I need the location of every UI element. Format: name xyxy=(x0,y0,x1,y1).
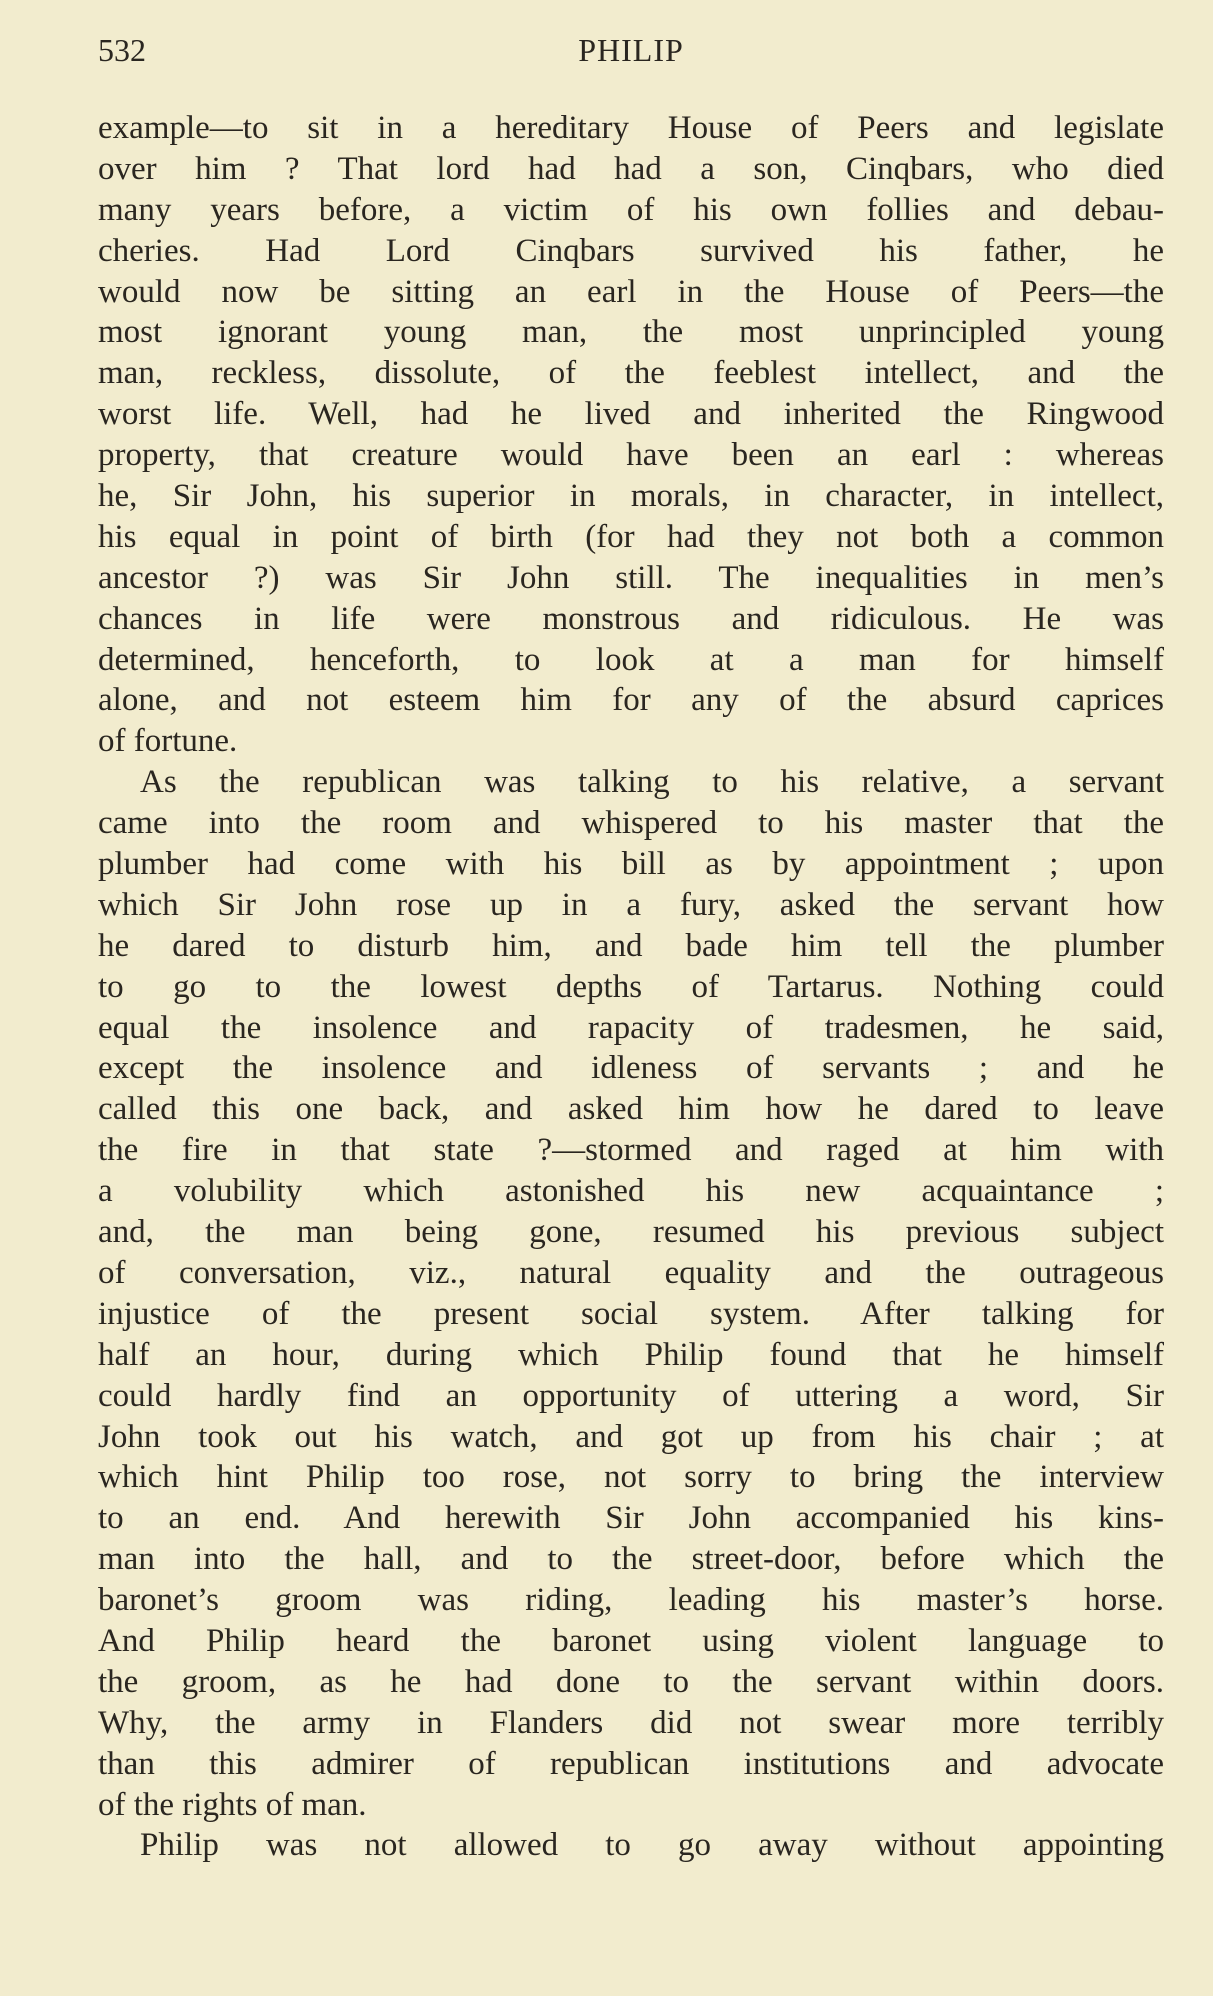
text-line: equal the insolence and rapacity of tradesmen, he said, xyxy=(98,1009,1164,1046)
text-line: came into the room and whispered to his master that the xyxy=(98,805,1164,842)
text-line: of conversation, viz., natural equality and the outrageous xyxy=(98,1254,1164,1291)
text-line: man, reckless, dissolute, of the feeblest intellect, and the xyxy=(98,355,1164,392)
running-head xyxy=(98,30,1164,70)
text-line: alone, and not esteem him for any of the absurd caprices xyxy=(98,682,1164,719)
running-title: PHILIP xyxy=(578,32,684,68)
text-line: the groom, as he had done to the servant within doors. xyxy=(98,1663,1164,1700)
text-line: property, that creature would have been an earl : whereas xyxy=(98,437,1164,474)
text-line: than this admirer of republican institutions and advocate xyxy=(98,1745,1164,1782)
text-line: Why, the army in Flanders did not swear more terribly xyxy=(98,1704,1164,1741)
text-line: his equal in point of birth (for had they not both a common xyxy=(98,518,1164,555)
text-line: most ignorant young man, the most unprincipled young xyxy=(98,314,1164,351)
text-line: except the insolence and idleness of servants ; and he xyxy=(98,1050,1164,1087)
text-line: a volubility which astonished his new acquaintance ; xyxy=(98,1173,1164,1210)
text-line: ancestor ?) was Sir John still. The inequalities in men’s xyxy=(98,559,1164,596)
text-line: he, Sir John, his superior in morals, in character, in intellect, xyxy=(98,478,1164,515)
text-line: determined, henceforth, to look at a man for himself xyxy=(98,641,1164,678)
text-line: to go to the lowest depths of Tartarus. Nothing could xyxy=(98,968,1164,1005)
text-line: to an end. And herewith Sir John accompanied his kins- xyxy=(98,1500,1164,1537)
text-line: he dared to disturb him, and bade him tell the plumber xyxy=(98,927,1164,964)
paragraph-start-line: As the republican was talking to his relative, a servant xyxy=(140,764,1164,801)
text-line: and, the man being gone, resumed his previous subject xyxy=(98,1214,1164,1251)
text-line: And Philip heard the baronet using violent language to xyxy=(98,1622,1164,1659)
text-line: chances in life were monstrous and ridiculous. He was xyxy=(98,600,1164,637)
text-line: baronet’s groom was riding, leading his master’s horse. xyxy=(98,1582,1164,1619)
paragraph-end-line: of fortune. xyxy=(98,723,238,760)
text-line: man into the hall, and to the street-door, before which the xyxy=(98,1541,1164,1578)
text-line: worst life. Well, had he lived and inherited the Ringwood xyxy=(98,396,1164,433)
text-line: called this one back, and asked him how he dared to leave xyxy=(98,1091,1164,1128)
text-line: which hint Philip too rose, not sorry to bring the interview xyxy=(98,1459,1164,1496)
paragraph-start-line: Philip was not allowed to go away without appointing xyxy=(140,1827,1164,1864)
text-line: cheries. Had Lord Cinqbars survived his father, he xyxy=(98,232,1164,269)
text-line: over him ? That lord had had a son, Cinqbars, who died xyxy=(98,150,1164,187)
page-number: 532 xyxy=(98,32,146,68)
text-line: could hardly find an opportunity of uttering a word, Sir xyxy=(98,1377,1164,1414)
body-text xyxy=(98,108,1164,1866)
text-line: many years before, a victim of his own follies and debau- xyxy=(98,191,1164,228)
text-line: would now be sitting an earl in the House of Peers—the xyxy=(98,273,1164,310)
text-line: half an hour, during which Philip found that he himself xyxy=(98,1336,1164,1373)
text-line: injustice of the present social system. After talking for xyxy=(98,1295,1164,1332)
paragraph-end-line: of the rights of man. xyxy=(98,1786,367,1823)
text-line: John took out his watch, and got up from his chair ; at xyxy=(98,1418,1164,1455)
text-line: the fire in that state ?—stormed and raged at him with xyxy=(98,1132,1164,1169)
text-line: example—to sit in a hereditary House of Peers and legislate xyxy=(98,110,1164,146)
text-line: which Sir John rose up in a fury, asked the servant how xyxy=(98,886,1164,923)
text-line: plumber had come with his bill as by appointment ; upon xyxy=(98,846,1164,883)
